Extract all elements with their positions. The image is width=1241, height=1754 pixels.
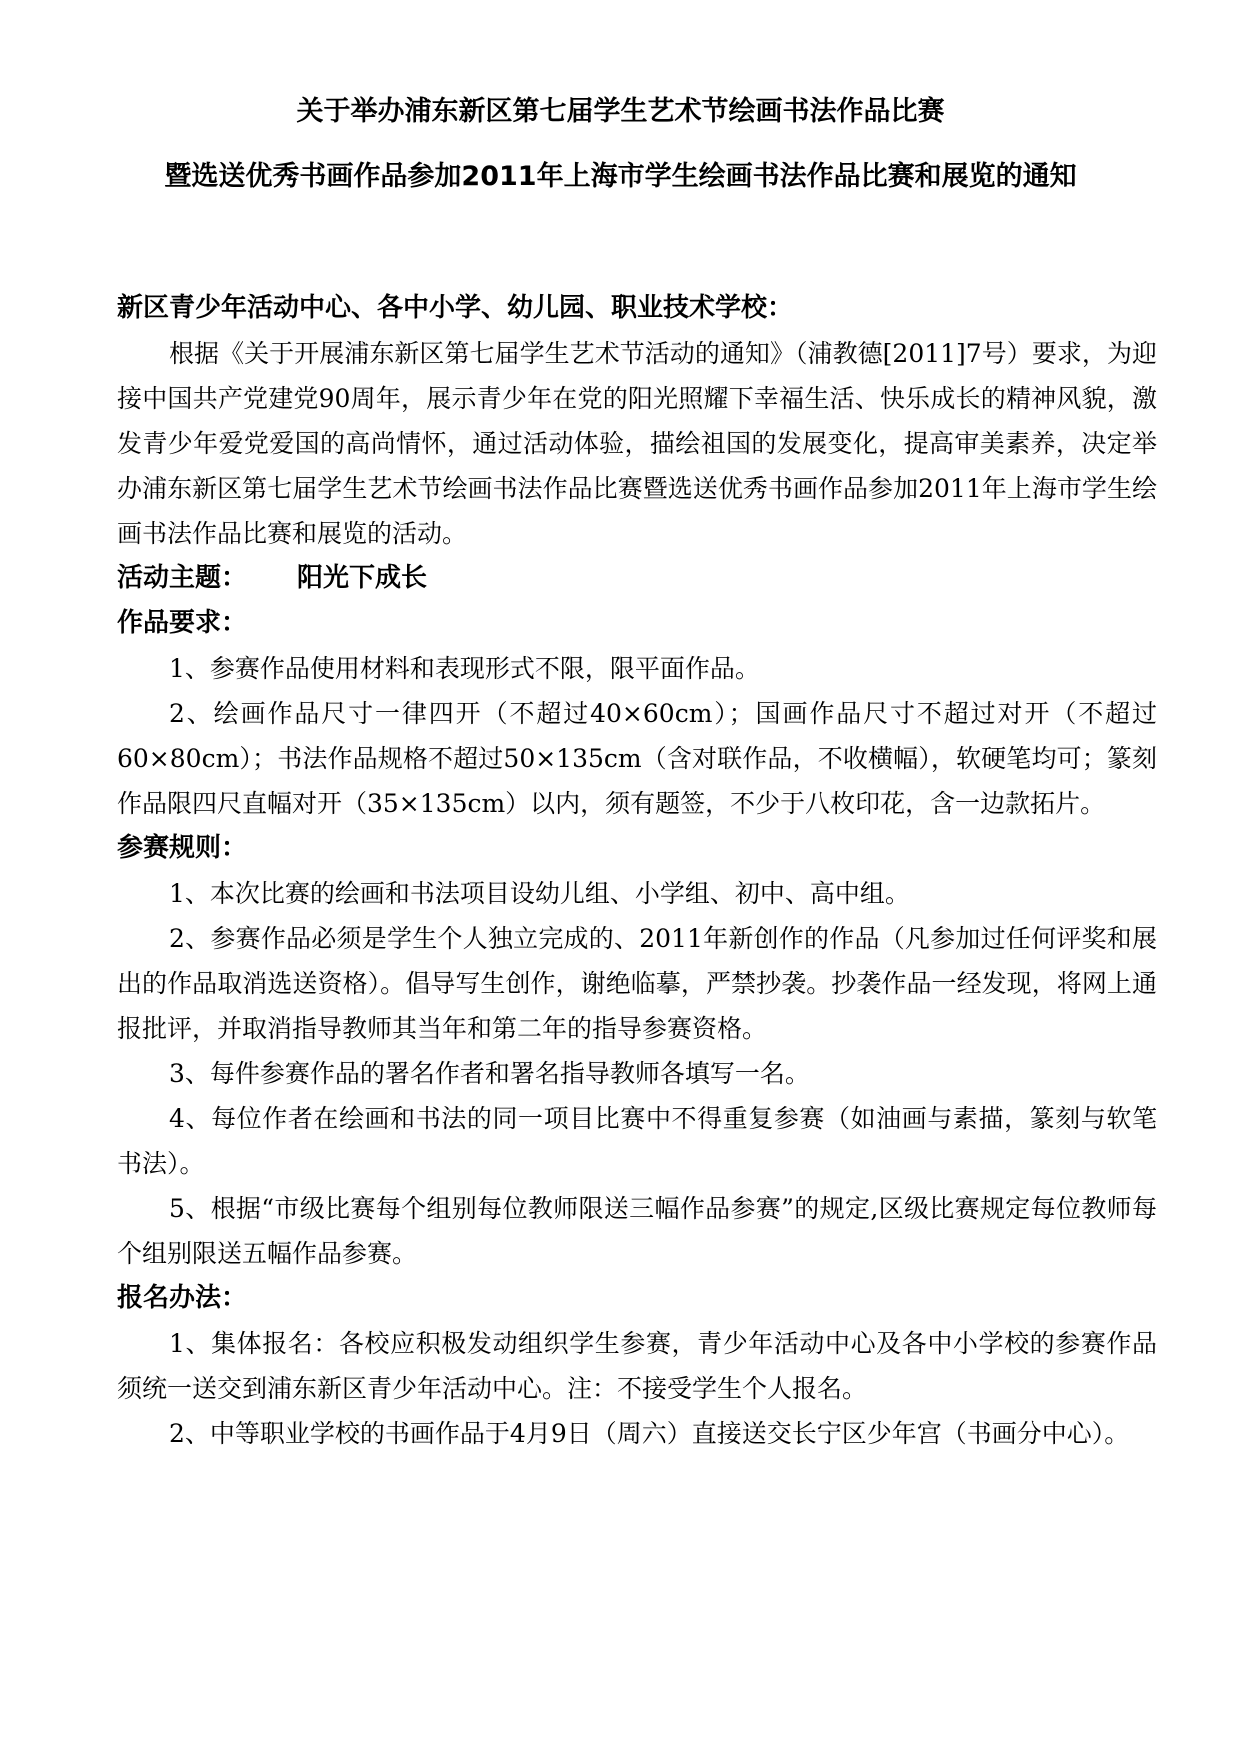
document-body	[117, 286, 1157, 1456]
registration-item: 1、集体报名：各校应积极发动组织学生参赛，青少年活动中心及各中小学校的参赛作品须统一送交到浦东新区青少年活动中心。注：不接受学生个人报名。	[117, 1329, 1157, 1403]
rule-item: 3、每件参赛作品的署名作者和署名指导教师各填写一名。	[169, 1059, 810, 1088]
theme-value: 阳光下成长	[297, 563, 428, 593]
theme-label: 活动主题：	[117, 563, 248, 593]
requirement-item: 2、绘画作品尺寸一律四开（不超过40×60cm）；国画作品尺寸不超过对开（不超过60×80cm）；书法作品规格不超过50×135cm（含对联作品，不收横幅），软硬笔均可；篆刻作品限四尺直幅对开（35×135cm）以内，须有题签，不少于八枚印花，含一边款拓片。	[117, 699, 1157, 818]
addressee: 新区青少年活动中心、各中小学、幼儿园、职业技术学校：	[117, 293, 794, 323]
theme-line	[117, 556, 1157, 601]
rule-item: 5、根据“市级比赛每个组别每位教师限送三幅作品参赛”的规定,区级比赛规定每位教师每个组别限送五幅作品参赛。	[117, 1194, 1157, 1268]
document-title-line-1: 关于举办浦东新区第七届学生艺术节绘画书法作品比赛	[296, 96, 945, 127]
intro-paragraph: 根据《关于开展浦东新区第七届学生艺术节活动的通知》（浦教德[2011]7号）要求，为迎接中国共产党建党90周年，展示青少年在党的阳光照耀下幸福生活、快乐成长的精神风貌，激发青少年爱党爱国的高尚情怀，通过活动体验，描绘祖国的发展变化，提高审美素养，决定举办浦东新区第七届学生艺术节绘画书法作品比赛暨选送优秀书画作品参加2011年上海市学生绘画书法作品比赛和展览的活动。	[117, 339, 1157, 548]
requirements-heading: 作品要求：	[117, 608, 248, 638]
rule-item: 2、参赛作品必须是学生个人独立完成的、2011年新创作的作品（凡参加过任何评奖和展出的作品取消选送资格）。倡导写生创作，谢绝临摹，严禁抄袭。抄袭作品一经发现，将网上通报批评，并取消指导教师其当年和第二年的指导参赛资格。	[117, 924, 1157, 1043]
rule-item: 1、本次比赛的绘画和书法项目设幼儿组、小学组、初中、高中组。	[169, 879, 910, 908]
registration-heading: 报名办法：	[117, 1283, 248, 1313]
document-title-line-2: 暨选送优秀书画作品参加2011年上海市学生绘画书法作品比赛和展览的通知	[164, 161, 1077, 192]
registration-item: 2、中等职业学校的书画作品于4月9日（周六）直接送交长宁区少年宫（书画分中心）。	[169, 1419, 1130, 1448]
rules-heading: 参赛规则：	[117, 833, 248, 863]
rule-item: 4、每位作者在绘画和书法的同一项目比赛中不得重复参赛（如油画与素描，篆刻与软笔书法）。	[117, 1104, 1157, 1178]
requirement-item: 1、参赛作品使用材料和表现形式不限，限平面作品。	[169, 654, 760, 683]
